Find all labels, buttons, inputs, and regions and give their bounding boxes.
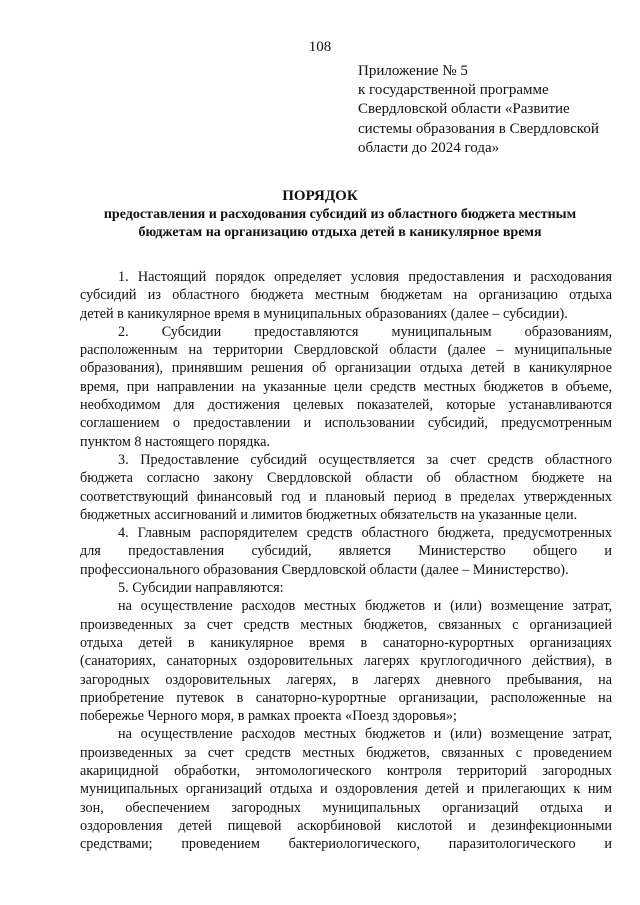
paragraph-line: средствами; проведением бактериологического, паразитологического и bbox=[80, 836, 612, 853]
paragraph-line: соглашением о предоставлении и использовании субсидий, предусмотренным bbox=[80, 415, 612, 432]
document-body bbox=[80, 268, 612, 854]
paragraph-line: пунктом 8 настоящего порядка. bbox=[80, 433, 270, 450]
paragraph-line: бюджетных ассигнований и лимитов бюджетных обязательств на указанные цели. bbox=[80, 506, 578, 523]
paragraph-line: время, при направлении на указанные цели средств местных бюджетов в объеме, bbox=[80, 378, 612, 395]
paragraph-line: 1. Настоящий порядок определяет условия предоставления и расходования bbox=[118, 269, 612, 285]
paragraph-line: (санаториях, санаторных оздоровительных лагерях круглогодичного действия), в bbox=[80, 653, 612, 670]
paragraph-line: необходимом для достижения целевых показателей, которые устанавливаются bbox=[80, 397, 612, 414]
document-subtitle bbox=[60, 206, 620, 242]
paragraph-line: соответствующий финансовый год и плановый период в пределах утвержденных bbox=[80, 488, 612, 505]
paragraph-line: оздоровления детей пищевой аскорбиновой кислотой и дезинфекционными bbox=[80, 817, 612, 834]
paragraph-line: побережье Черного моря, в рамках проекта «Поезд здоровья»; bbox=[80, 708, 457, 725]
paragraph-line: произведенных за счет средств местных бюджетов, связанных с организацией bbox=[80, 616, 612, 633]
appendix-line: Свердловской области «Развитие bbox=[358, 101, 570, 118]
appendix-block bbox=[358, 62, 618, 158]
paragraph-line: 2. Субсидии предоставляются муниципальным образованиям, bbox=[118, 323, 612, 340]
subtitle-line: предоставления и расходования субсидий из областного бюджета местным bbox=[103, 207, 577, 222]
paragraph-line: произведенных за счет средств местных бюджетов, связанных с проведением bbox=[80, 744, 612, 761]
paragraph bbox=[80, 725, 612, 853]
paragraph-line: загородных оздоровительных лагерях, в лагерях дневного пребывания, на bbox=[80, 671, 612, 688]
appendix-line: Приложение № 5 bbox=[358, 63, 468, 79]
paragraph-line: профессионального образования Свердловской области (далее – Министерство). bbox=[80, 561, 569, 578]
document-title: ПОРЯДОК bbox=[282, 188, 358, 204]
paragraph-line: для предоставления субсидий, является Министерство общего и bbox=[80, 543, 612, 560]
paragraph-line: 4. Главным распорядителем средств областного бюджета, предусмотренных bbox=[118, 525, 612, 542]
paragraph-line: приобретение путевок в санаторно-курортные организации, расположенные на bbox=[80, 689, 612, 706]
paragraph bbox=[80, 268, 612, 323]
paragraph-line: зон, обеспечением загородных муниципальных организаций отдыха и bbox=[80, 799, 612, 816]
paragraph-line: отдыха детей в каникулярное время в санаторно-курортных организациях bbox=[80, 634, 612, 651]
paragraph bbox=[80, 323, 612, 451]
appendix-line: к государственной программе bbox=[358, 82, 549, 99]
paragraph-line: 3. Предоставление субсидий осуществляется за счет средств областного bbox=[118, 451, 612, 468]
paragraph bbox=[80, 579, 612, 597]
page-number: 108 bbox=[308, 39, 332, 55]
paragraph-line: субсидий из областного бюджета местным бюджетам на организацию отдыха bbox=[80, 287, 612, 304]
paragraph bbox=[80, 524, 612, 579]
appendix-line: системы образования в Свердловской bbox=[358, 120, 599, 137]
paragraph-line: расположенным на территории Свердловской области (далее – муниципальные bbox=[80, 342, 612, 359]
paragraph-line: на осуществление расходов местных бюджетов и (или) возмещение затрат, bbox=[118, 726, 612, 743]
paragraph-line: акарицидной обработки, энтомологического контроля территорий загородных bbox=[80, 763, 612, 780]
paragraph-line: 5. Субсидии направляются: bbox=[118, 580, 284, 597]
paragraph-line: бюджета согласно закону Свердловской области об областном бюджете на bbox=[80, 470, 612, 487]
appendix-line: области до 2024 года» bbox=[358, 139, 500, 156]
paragraph-line: на осуществление расходов местных бюджетов и (или) возмещение затрат, bbox=[118, 598, 612, 615]
subtitle-line: бюджетам на организацию отдыха детей в каникулярное время bbox=[138, 225, 542, 240]
paragraph-line: муниципальных организаций отдыха и оздоровления детей и прилегающих к ним bbox=[80, 781, 612, 798]
paragraph bbox=[80, 451, 612, 524]
paragraph bbox=[80, 597, 612, 725]
paragraph-line: образования), принявшим решения об организации отдыха детей в каникулярное bbox=[80, 360, 612, 377]
paragraph-line: детей в каникулярное время в муниципальных образованиях (далее – субсидии). bbox=[80, 305, 568, 322]
